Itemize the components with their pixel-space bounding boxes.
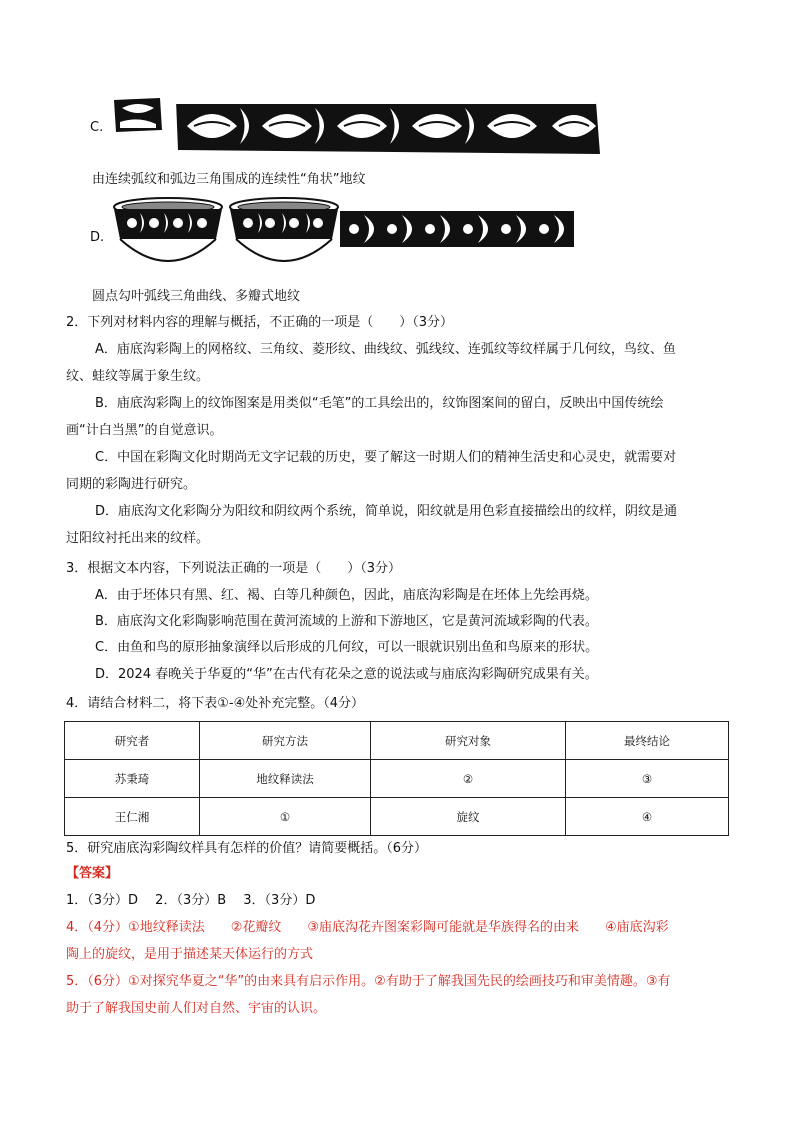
q3-option-b: B．庙底沟文化彩陶影响范围在黄河流域的上游和下游地区，它是黄河流域彩陶的代表。 bbox=[95, 614, 598, 629]
q3-option-c: C．由鱼和鸟的原形抽象演绎以后形成的几何纹，可以一眼就识别出鱼和鸟原来的形状。 bbox=[95, 640, 599, 655]
figure-d-pattern bbox=[112, 195, 578, 279]
table-header: 研究方法 bbox=[200, 722, 371, 760]
table-cell: 苏秉琦 bbox=[65, 760, 200, 798]
q2-option-a-cont: 纹、蛙纹等属于象生纹。 bbox=[66, 369, 210, 384]
answer-line-4a: 4．（4分）①地纹释读法 ②花瓣纹 ③庙底沟花卉图案彩陶可能就是华族得名的由来 ④庙底沟彩 bbox=[66, 920, 669, 935]
answer-line-5a: 5．（6分）①对探究华夏之“华”的由来具有启示作用。②有助于了解我国先民的绘画技巧和审美情趣。③有 bbox=[66, 974, 671, 989]
q2-option-c: C．中国在彩陶文化时期尚无文字记载的历史，要了解这一时期人们的精神生活史和心灵史，就需要对 bbox=[95, 450, 677, 465]
figure-c-caption: 由连续弧纹和弧边三角围成的连续性“角状”地纹 bbox=[92, 172, 366, 187]
figure-d-label: D. bbox=[90, 230, 105, 245]
q5-stem: 5．研究庙底沟彩陶纹样具有怎样的价值？请简要概括。（6分） bbox=[66, 841, 428, 856]
answer-line-1: 1．（3分）D 2．（3分）B 3．（3分）D bbox=[66, 893, 316, 908]
table-header: 最终结论 bbox=[566, 722, 729, 760]
table-cell: 地纹释读法 bbox=[200, 760, 371, 798]
table-cell: 王仁湘 bbox=[65, 798, 200, 836]
table-header: 研究者 bbox=[65, 722, 200, 760]
table-cell: 旋纹 bbox=[371, 798, 566, 836]
figure-d-caption: 圆点勾叶弧线三角曲线、多瓣式地纹 bbox=[92, 289, 301, 304]
answer-tag: 【答案】 bbox=[66, 866, 119, 881]
answer-line-4b: 陶上的旋纹，是用于描述某天体运行的方式 bbox=[66, 947, 314, 962]
q3-stem: 3．根据文本内容，下列说法正确的一项是（ ）（3分） bbox=[66, 561, 402, 576]
q2-option-b: B．庙底沟彩陶上的纹饰图案是用类似“毛笔”的工具绘出的，纹饰图案间的留白，反映出中国传统绘 bbox=[95, 396, 664, 411]
figure-c-label: C. bbox=[90, 120, 104, 135]
q3-option-d: D．2024 春晚关于华夏的“华”在古代有花朵之意的说法或与庙底沟彩陶研究成果有关。 bbox=[95, 667, 598, 682]
figure-c-pattern bbox=[112, 96, 602, 160]
q2-stem: 2．下列对材料内容的理解与概括，不正确的一项是（ ）（3分） bbox=[66, 315, 454, 330]
table-row bbox=[65, 798, 729, 836]
answer-line-5b: 助于了解我国史前人们对自然、宇宙的认识。 bbox=[66, 1001, 327, 1016]
table-cell: ② bbox=[371, 760, 566, 798]
q4-stem: 4．请结合材料二，将下表①-④处补充完整。（4分） bbox=[66, 696, 365, 711]
q2-option-b-cont: 画“计白当黑”的自觉意识。 bbox=[66, 423, 223, 438]
research-table bbox=[64, 721, 729, 836]
table-header: 研究对象 bbox=[371, 722, 566, 760]
table-header-row bbox=[65, 722, 729, 760]
table-row bbox=[65, 760, 729, 798]
q2-option-c-cont: 同期的彩陶进行研究。 bbox=[66, 477, 197, 492]
table-cell: ④ bbox=[566, 798, 729, 836]
q2-option-d: D．庙底沟文化彩陶分为阳纹和阴纹两个系统，简单说，阳纹就是用色彩直接描绘出的纹样，阴纹是通 bbox=[95, 504, 678, 519]
table-cell: ③ bbox=[566, 760, 729, 798]
table-cell: ① bbox=[200, 798, 371, 836]
q2-option-d-cont: 过阳纹衬托出来的纹样。 bbox=[66, 531, 210, 546]
q3-option-a: A．由于坯体只有黑、红、褐、白等几种颜色，因此，庙底沟彩陶是在坯体上先绘再烧。 bbox=[95, 588, 598, 603]
q2-option-a: A．庙底沟彩陶上的网格纹、三角纹、菱形纹、曲线纹、弧线纹、连弧纹等纹样属于几何纹，鸟纹、鱼 bbox=[95, 342, 676, 357]
